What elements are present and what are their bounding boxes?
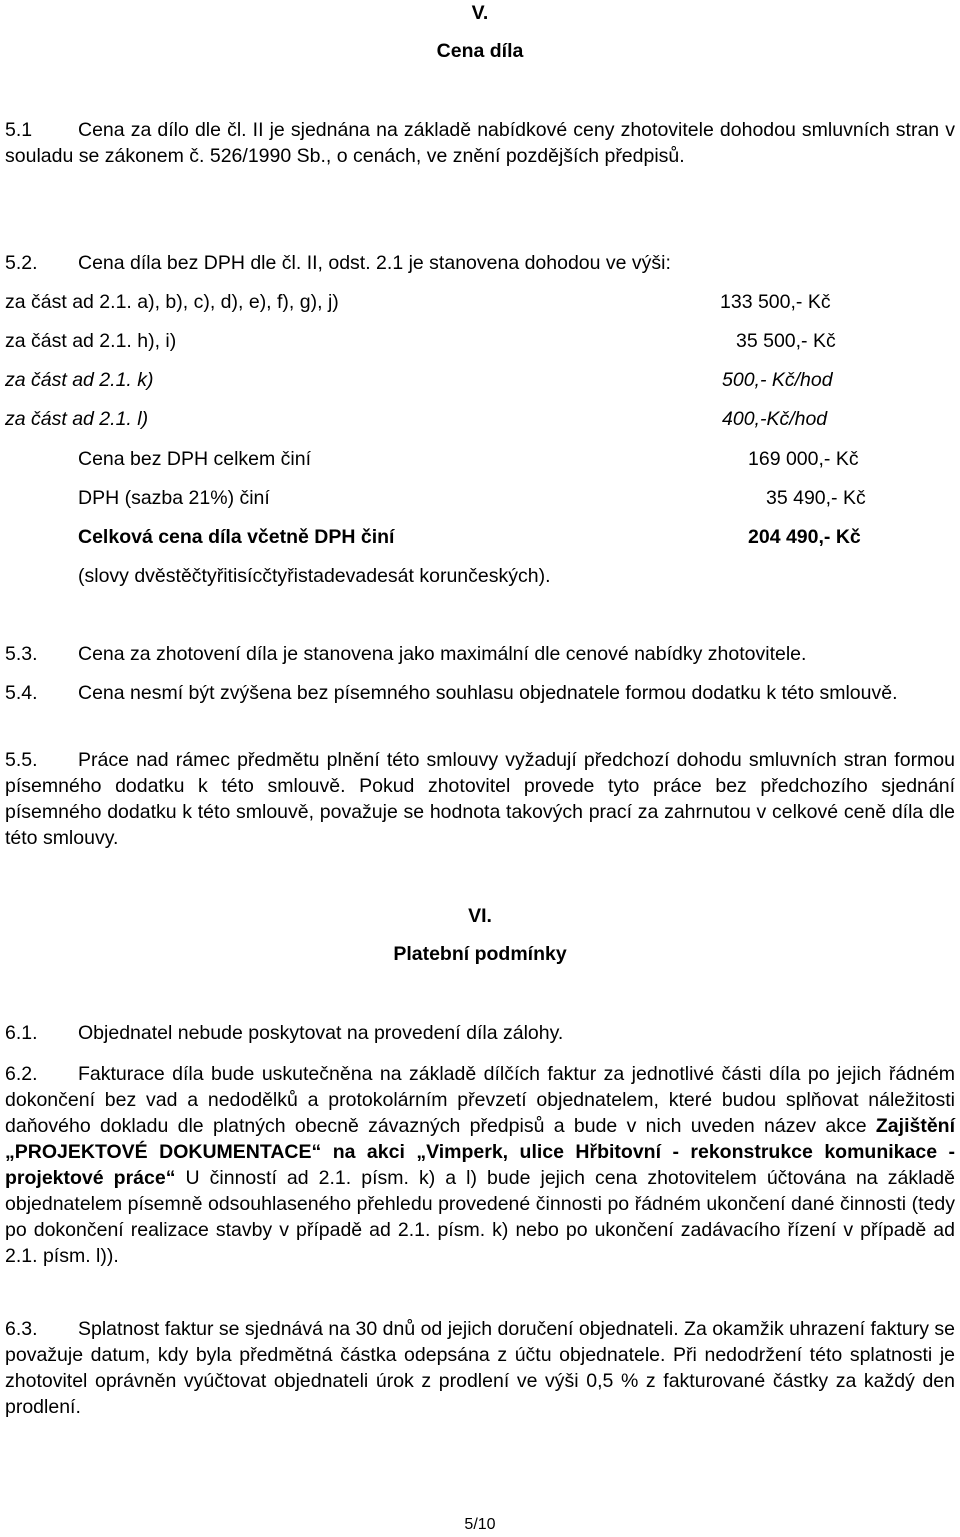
total-with-vat-label: Celková cena díla včetně DPH činí — [78, 526, 395, 548]
paragraph-text: Cena za zhotovení díla je stanovena jako maximální dle cenové nabídky zhotovitele. — [78, 643, 807, 665]
paragraph-number: 5.5. — [5, 749, 38, 771]
total-without-vat-amount: 169 000,- Kč — [748, 448, 859, 470]
page-number: 5/10 — [464, 1516, 496, 1533]
paragraph-number: 6.3. — [5, 1318, 38, 1340]
paragraph-number: 6.1. — [5, 1022, 38, 1044]
paragraph-6-2 — [5, 1061, 955, 1269]
price-row-label: za část ad 2.1. k) — [5, 369, 154, 391]
project-name: Zajištění „PROJEKTOVÉ DOKUMENTACE“ na akci „Vimperk, ulice Hřbitovní - rekonstrukce komunikace - projektové práce“ — [5, 1115, 955, 1189]
paragraph-text: Splatnost faktur se sjednává na 30 dnů od jejich doručení objednateli. Za okamžik uhrazení faktury se považuje datum, kdy byla předmětná částka odepsána z účtu objednatele. Při nedodržení této splatnosti je zhotovitel oprávněn vyúčtovat objednateli úrok z prodlení ve výši 0,5 % z fakturované částky za každý den prodlení. — [5, 1318, 955, 1418]
paragraph-text: Objednatel nebude poskytovat na provedení díla zálohy. — [78, 1022, 564, 1044]
paragraph-5-5 — [5, 747, 955, 851]
paragraph-number: 5.3. — [5, 643, 38, 665]
paragraph-text: Cena nesmí být zvýšena bez písemného souhlasu objednatele formou dodatku k této smlouvě. — [78, 682, 898, 704]
price-row-amount: 35 500,- Kč — [736, 330, 836, 352]
paragraph-5-1 — [5, 117, 955, 169]
price-row-label: za část ad 2.1. l) — [5, 408, 149, 430]
vat-amount: 35 490,- Kč — [766, 487, 866, 509]
section-6-roman: VI. — [468, 905, 492, 927]
section-5-title: Cena díla — [436, 40, 524, 62]
paragraph-5-4 — [5, 680, 955, 706]
paragraph-5-3 — [5, 643, 806, 666]
price-row-amount: 500,- Kč/hod — [722, 369, 833, 391]
paragraph-text: Práce nad rámec předmětu plnění této smlouvy vyžadují předchozí dohodu smluvních stran formou písemného dodatku k této smlouvě. Pokud zhotovitel provede tyto práce bez předchozího sjednání písemného dodatku k této smlouvě, považuje se hodnota takových prací za zahrnutou v celkové ceně díla dle této smlouvy. — [5, 749, 955, 849]
paragraph-number: 5.1 — [5, 119, 33, 141]
section-6-title: Platební podmínky — [393, 943, 567, 965]
paragraph-text: Cena za dílo dle čl. II je sjednána na základě nabídkové ceny zhotovitele dohodou smluvních stran v souladu se zákonem č. 526/1990 Sb., o cenách, ve znění pozdějších předpisů. — [5, 119, 955, 167]
price-row-label: za část ad 2.1. h), i) — [5, 330, 177, 352]
paragraph-text: Cena díla bez DPH dle čl. II, odst. 2.1 je stanovena dohodou ve výši: — [78, 252, 671, 274]
section-5-roman: V. — [471, 2, 489, 24]
paragraph-5-2 — [5, 252, 671, 275]
price-row-amount: 133 500,- Kč — [720, 291, 831, 313]
paragraph-text-continued: U činností ad 2.1. písm. k) a l) bude jejich cena zhotovitelem účtována na základě objednatelem písemně odsouhlaseného přehledu provedené činnosti po řádném ukončení dané činnosti (tedy po dokončení realizace stavby v případě ad 2.1. písm. k) nebo po ukončení zadávacího řízení v případě ad 2.1. písm. l)). — [5, 1167, 955, 1267]
paragraph-number: 6.2. — [5, 1063, 38, 1085]
paragraph-text: Fakturace díla bude uskutečněna na základě dílčích faktur za jednotlivé části díla po jejich řádném dokončení bez vad a nedodělků a protokolárním převzetí objednatelem, které budou splňovat náležitosti daňového dokladu dle platných obecně závazných předpisů a bude v nich uveden název akce — [5, 1063, 955, 1137]
total-in-words: (slovy dvěstěčtyřitisícčtyřistadevadesát korunčeských). — [78, 565, 551, 587]
total-with-vat-amount: 204 490,- Kč — [748, 526, 861, 548]
price-row-label: za část ad 2.1. a), b), c), d), e), f), g), j) — [5, 291, 339, 313]
total-without-vat-label: Cena bez DPH celkem činí — [78, 448, 312, 470]
paragraph-number: 5.4. — [5, 682, 38, 704]
price-row-amount: 400,-Kč/hod — [722, 408, 828, 430]
paragraph-6-1 — [5, 1022, 563, 1045]
paragraph-6-3 — [5, 1316, 955, 1420]
vat-label: DPH (sazba 21%) činí — [78, 487, 270, 509]
paragraph-number: 5.2. — [5, 252, 38, 274]
